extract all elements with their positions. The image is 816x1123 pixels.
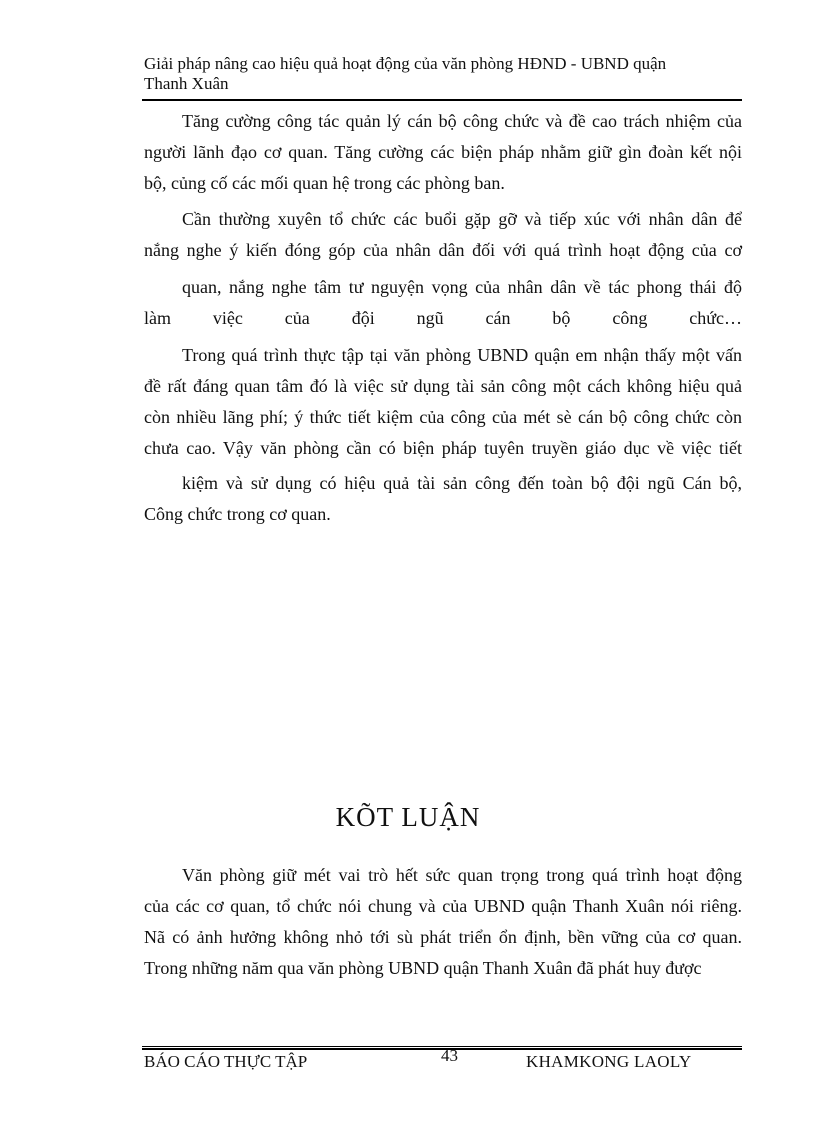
- text-line: quan, nắng nghe tâm tư nguyện vọng của nhân dân về tác phong thái độ: [182, 277, 742, 297]
- text-line: làm việc của đội ngũ cán bộ công chức…: [144, 308, 742, 328]
- text-line: Công chức trong cơ quan.: [144, 504, 331, 524]
- text-line: Cần thường xuyên tổ chức các buổi gặp gỡ và tiếp xúc với nhân dân để: [182, 209, 742, 229]
- text-line: đề rất đáng quan tâm đó là việc sử dụng tài sản công một cách không hiệu quả: [144, 376, 742, 396]
- conclusion-paragraph: [144, 860, 742, 984]
- text-line: Tăng cường công tác quản lý cán bộ công chức và đề cao trách nhiệm của: [182, 111, 742, 131]
- text-line: nắng nghe ý kiến đóng góp của nhân dân đối với quá trình hoạt động của cơ: [144, 240, 742, 260]
- running-header: [144, 54, 742, 94]
- text-line: Nã có ảnh hưởng không nhỏ tới sù phát triển ổn định, bền vững của cơ quan.: [144, 927, 742, 947]
- footer-report-label: BÁO CÁO THỰC TẬP: [144, 1052, 308, 1071]
- header-rule: [142, 99, 742, 101]
- text-line: Trong những năm qua văn phòng UBND quận Thanh Xuân đã phát huy được: [144, 958, 702, 978]
- text-line: Trong quá trình thực tập tại văn phòng UBND quận em nhận thấy một vấn: [182, 345, 742, 365]
- text-line: kiệm và sử dụng có hiệu quả tài sản công đến toàn bộ đội ngũ Cán bộ,: [182, 473, 742, 493]
- paragraph-4: [144, 340, 742, 464]
- paragraph-1: [144, 106, 742, 199]
- page-number: 43: [441, 1046, 458, 1065]
- paragraph-5: [144, 468, 742, 530]
- section-title: KÕT LUẬN: [335, 802, 481, 832]
- footer-author: KHAMKONG LAOLY: [526, 1052, 692, 1071]
- text-line: còn nhiều lãng phí; ý thức tiết kiệm của công của mét sè cán bộ công chức còn: [144, 407, 742, 427]
- text-line: bộ, củng cố các mối quan hệ trong các phòng ban.: [144, 173, 505, 193]
- header-line-2: Thanh Xuân: [144, 74, 229, 93]
- text-line: người lãnh đạo cơ quan. Tăng cường các biện pháp nhằm giữ gìn đoàn kết nội: [144, 142, 742, 162]
- paragraph-3: [144, 272, 742, 334]
- header-line-1: Giải pháp nâng cao hiệu quả hoạt động của văn phòng HĐND - UBND quận: [144, 54, 667, 73]
- text-line: chưa cao. Vậy văn phòng cần có biện pháp tuyên truyền giáo dục về việc tiết: [144, 438, 742, 458]
- text-line: của các cơ quan, tổ chức nói chung và của UBND quận Thanh Xuân nói riêng.: [144, 896, 742, 916]
- text-line: Văn phòng giữ mét vai trò hết sức quan trọng trong quá trình hoạt động: [182, 865, 742, 885]
- paragraph-2: [144, 204, 742, 266]
